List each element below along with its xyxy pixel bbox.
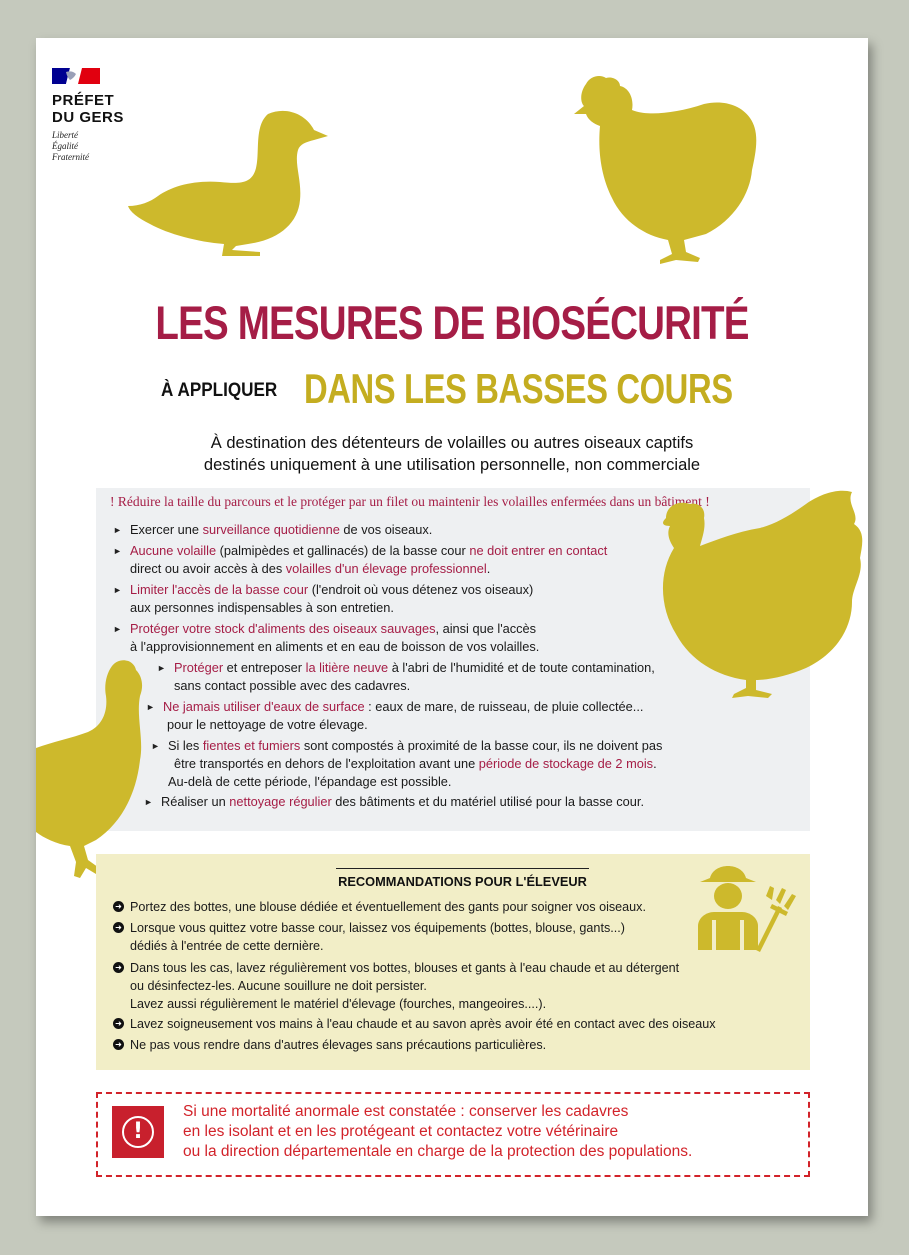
prefecture-line1: PRÉFET <box>52 92 115 109</box>
measure-item: ► Protéger et entreposer la litière neuve à l'abri de l'humidité et de toute contamination, sans contact possible avec des cadavres. <box>157 660 655 693</box>
recommendation-item: ➜ Portez des bottes, une blouse dédiée et éventuellement des gants pour soigner vos oiseaux. <box>130 898 646 916</box>
motto <box>52 130 89 163</box>
arrow-bullet-icon: ➜ <box>113 1018 124 1029</box>
alert-line3: ou la direction départementale en charge de la protection des populations. <box>183 1143 693 1160</box>
guinea-fowl-silhouette-icon <box>36 656 148 884</box>
subtitle-line2: destinés uniquement à une utilisation personnelle, non commerciale <box>203 456 701 474</box>
measure-item: ► Protéger votre stock d'aliments des oiseaux sauvages, ainsi que l'accès à l'approvisionnement en aliments et en eau de boisson de vos volailles. <box>113 621 540 654</box>
measure-item: ► Limiter l'accès de la basse cour (l'endroit où vous détenez vos oiseaux) aux personnes indispensables à son entretien. <box>113 582 534 615</box>
recommendation-item: ➜ Ne pas vous rendre dans d'autres élevages sans précautions particulières. <box>130 1036 546 1054</box>
recommendations-title: RECOMMANDATIONS POUR L'ÉLEVEUR <box>336 868 589 889</box>
farmer-pitchfork-icon <box>692 866 798 954</box>
measure-item: ► Exercer une surveillance quotidienne de vos oiseaux. <box>113 522 433 537</box>
triangle-bullet-icon: ► <box>144 797 153 807</box>
prefecture-line2: DU GERS <box>52 109 124 126</box>
subtitle-line1: À destination des détenteurs de volailles ou autres oiseaux captifs <box>210 434 694 452</box>
alert-line1: Si une mortalité anormale est constatée : conserver les cadavres <box>183 1103 629 1120</box>
subtitle <box>36 432 868 476</box>
motto-egalite: Égalité <box>52 141 78 151</box>
alert-message <box>183 1102 692 1162</box>
main-title: LES MESURES DE BIOSÉCURITÉ <box>155 296 749 349</box>
recommendation-item: ➜ Lorsque vous quittez votre basse cour, laissez vos équipements (bottes, blouse, gants...) dédiés à l'entrée de cette dernière. <box>130 919 625 955</box>
title-highlight: DANS LES BASSES COURS <box>304 365 733 412</box>
triangle-bullet-icon: ► <box>146 702 155 712</box>
triangle-bullet-icon: ► <box>157 663 166 673</box>
triangle-bullet-icon: ► <box>113 624 122 634</box>
measure-item: ► Aucune volaille (palmipèdes et gallinacés) de la basse cour ne doit entrer en contact direct ou avoir accès à des volailles d'un élevage professionnel. <box>113 543 608 576</box>
motto-liberte: Liberté <box>52 130 78 140</box>
measure-item: ► Si les fientes et fumiers sont compostés à proximité de la basse cour, ils ne doivent pas être transportés en dehors de l'exploitation avant une période de stockage de 2 mois. Au-delà de cette période, l'épandage est possible. <box>151 738 663 789</box>
arrow-bullet-icon: ➜ <box>113 922 124 933</box>
triangle-bullet-icon: ► <box>113 585 122 595</box>
title-prefix: À APPLIQUER <box>161 380 278 401</box>
warning-banner: ! Réduire la taille du parcours et le protéger par un filet ou maintenir les volailles enfermées dans un bâtiment ! <box>110 494 710 509</box>
triangle-bullet-icon: ► <box>113 546 122 556</box>
alert-line2: en les isolant et en les protégeant et contactez votre vétérinaire <box>183 1123 619 1140</box>
poster <box>36 38 868 1216</box>
turkey-silhouette-icon <box>656 484 868 702</box>
exclamation-icon: ! <box>112 1106 164 1158</box>
prefecture-name <box>52 92 124 126</box>
recommendation-item: ➜ Dans tous les cas, lavez régulièrement vos bottes, blouses et gants à l'eau chaude et au détergent ou désinfectez-les. Aucune souillure ne doit persister. Lavez aussi régulièrement le matériel d'élevage (fourches, mangeoires....). <box>130 959 679 1013</box>
arrow-bullet-icon: ➜ <box>113 901 124 912</box>
duck-silhouette-icon <box>128 106 334 256</box>
triangle-bullet-icon: ► <box>151 741 160 751</box>
arrow-bullet-icon: ➜ <box>113 962 124 973</box>
motto-fraternite: Fraternité <box>52 152 89 162</box>
marianne-flag-icon <box>52 68 100 84</box>
measure-item: ► Ne jamais utiliser d'eaux de surface : eaux de mare, de ruisseau, de pluie collectée... pour le nettoyage de votre élevage. <box>146 699 644 732</box>
measure-item: ► Réaliser un nettoyage régulier des bâtiments et du matériel utilisé pour la basse cour. <box>144 794 645 809</box>
arrow-bullet-icon: ➜ <box>113 1039 124 1050</box>
recommendation-item: ➜ Lavez soigneusement vos mains à l'eau chaude et au savon après avoir été en contact avec des oiseaux <box>130 1015 716 1033</box>
hen-silhouette-icon <box>564 74 760 266</box>
triangle-bullet-icon: ► <box>113 525 122 535</box>
